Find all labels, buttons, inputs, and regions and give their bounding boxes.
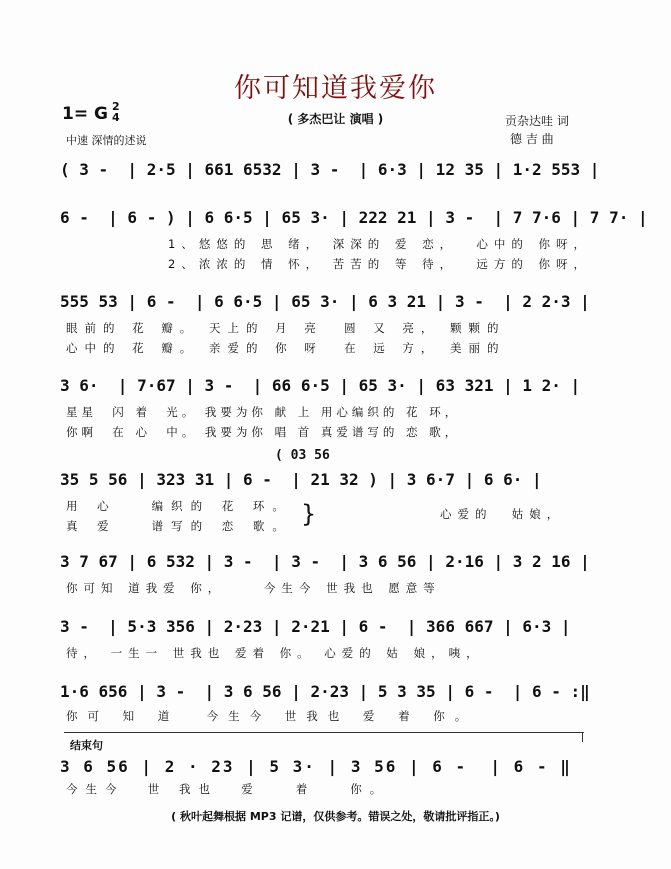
lyric-verse-2: 心中的 花 瓣。 亲爱的 你 呀 在 远 方， 美丽的 (66, 341, 506, 355)
composer-credit: 德 吉 曲 (510, 132, 554, 146)
lyric-line: 你可知 道我爱 你， 今生今 世我也 愿意等 (66, 581, 441, 595)
song-title: 你可知道我爱你 (234, 73, 437, 104)
notation-line: 3 7 67 | 6 532 | 3 - | 3 - | 3 6 56 | 2·16 | 3 2 16 | (60, 552, 590, 571)
singer-credit: ( 多杰巴让 演唱 ) (287, 112, 384, 126)
lyric-line: 你可 知 道 今生今 世我也 爱 着 你。 (66, 709, 477, 723)
lyric-verse-1: 眼前的 花 瓣。 天上的 月 亮 圆 又 亮， 颗颗的 (66, 321, 506, 335)
ending-bracket-tick (582, 732, 583, 742)
key-signature: 1= G (62, 104, 108, 124)
time-sig-top: 2 (112, 100, 120, 113)
lyric-verse-1: 用 心 编织的 花 环。 (66, 499, 292, 513)
lyric-line: 今生今 世 我也 爱 着 你。 (66, 782, 390, 796)
notation-line: ( 3 - | 2·5 | 661 6532 | 3 - | 6·3 | 12 35 | 1·2 553 | (60, 160, 600, 179)
verse-brace: } (301, 500, 317, 528)
notation-line: 6 - | 6 - ) | 6 6·5 | 65 3· | 222 21 | 3 - | 7 7·6 | 7 7· | (60, 208, 648, 227)
lyric-verse-1: 1、悠悠的 思 绪， 深深的 爱 恋， 心中的 你呀， (168, 237, 592, 251)
tempo-marking: 中速 深情的述说 (66, 134, 147, 147)
notation-line: 555 53 | 6 - | 6 6·5 | 65 3· | 6 3 21 | 3 - | 2 2·3 | (60, 292, 590, 311)
small-notation: ( 03 56 (275, 448, 330, 463)
notation-line: 3 6· | 7·67 | 3 - | 66 6·5 | 65 3· | 63 321 | 1 2· | (60, 376, 581, 395)
ending-label: 结束句 (70, 739, 103, 752)
notation-line: 35 5 56 | 323 31 | 6 - | 21 32 ) | 3 6·7 | 6 6· | (60, 470, 542, 489)
footer-note: ( 秋叶起舞根据 MP3 记谱，仅供参考。错误之处，敬请批评指正。) (171, 810, 500, 823)
lyric-verse-2: 真 爱 谱写的 恋 歌。 (66, 519, 292, 533)
ending-bracket (64, 732, 584, 733)
notation-line: 3 6 56 | 2 · 23 | 5 3· | 3 56 | 6 - | 6 - ‖ (60, 757, 572, 776)
time-sig-bottom: 4 (112, 111, 120, 124)
notation-line: 3 - | 5·3 356 | 2·23 | 2·21 | 6 - | 366 667 | 6·3 | (60, 617, 571, 636)
lyric-verse-1: 星星 闪 着 光。 我要为你 献 上 用心编织的 花 环， (66, 405, 461, 419)
lyric-line: 待， 一生一 世我也 爱着 你。 心爱的 姑 娘，咦， (66, 646, 484, 660)
notation-line: 1·6 656 | 3 - | 3 6 56 | 2·23 | 5 3 35 | 6 - | 6 - :‖ (60, 682, 590, 701)
lyricist-credit: 贡杂达哇 词 (505, 114, 569, 128)
lyric-verse-2: 2、浓浓的 情 怀， 苦苦的 等 待， 远方的 你呀， (168, 257, 592, 271)
lyric-refrain-start: 心爱的 姑娘， (440, 507, 565, 521)
lyric-verse-2: 你啊 在 心 中。 我要为你 唱 首 真爱谱写的 恋 歌， (66, 425, 461, 439)
